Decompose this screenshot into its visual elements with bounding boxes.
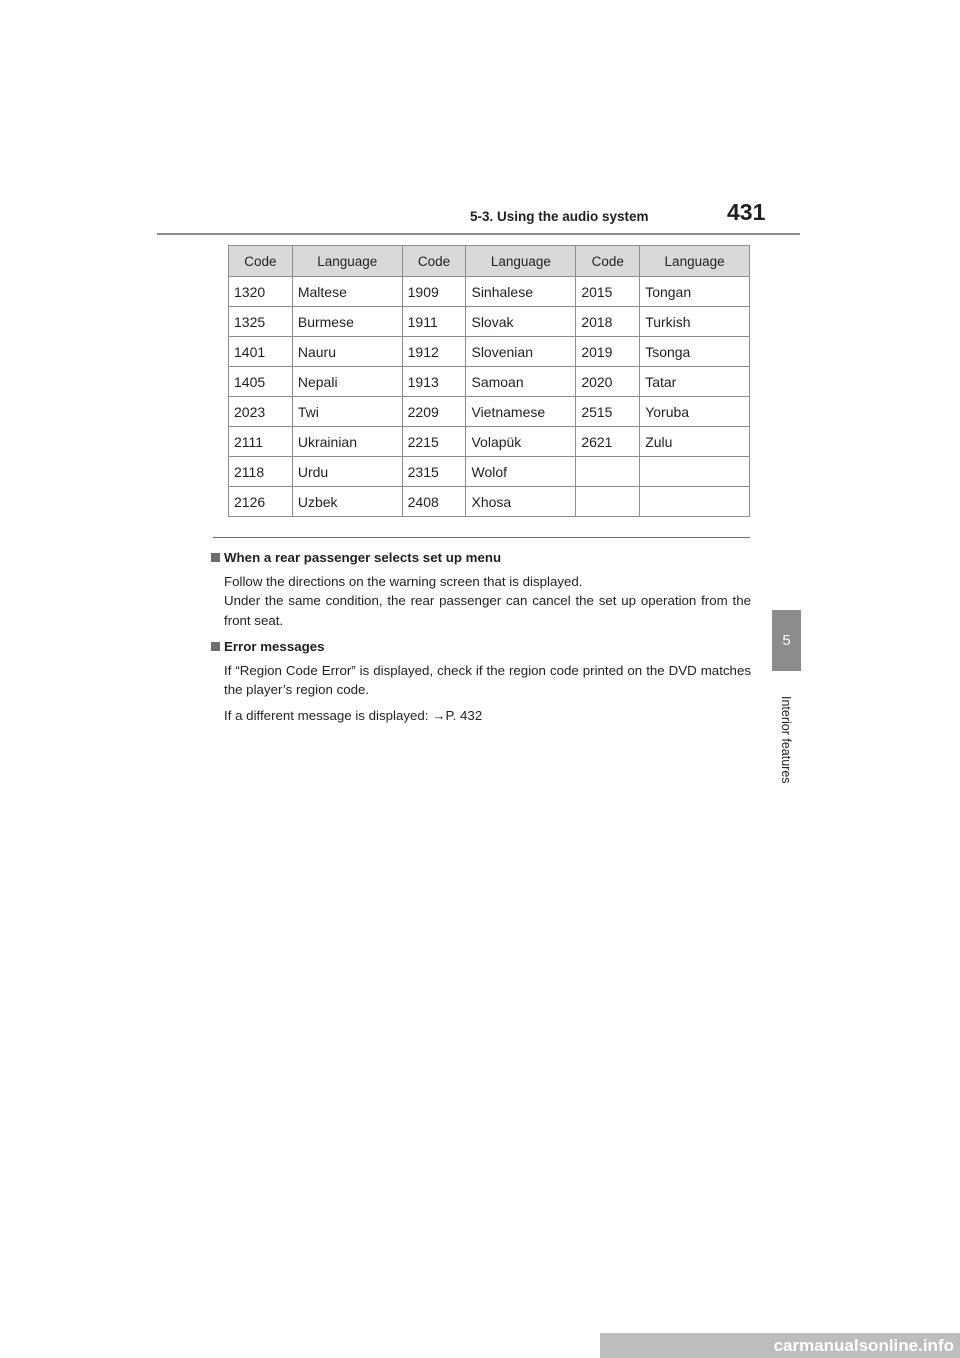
code-cell: 1401	[229, 337, 293, 367]
language-cell: Turkish	[640, 307, 750, 337]
code-cell: 1320	[229, 277, 293, 307]
language-cell: Slovak	[466, 307, 576, 337]
column-header: Language	[292, 246, 402, 277]
watermark: carmanualsonline.info	[600, 1333, 960, 1358]
column-header: Code	[402, 246, 466, 277]
chapter-label-container	[764, 690, 808, 790]
table-row	[229, 457, 750, 487]
language-cell: Xhosa	[466, 487, 576, 517]
language-cell: Samoan	[466, 367, 576, 397]
language-cell: Nepali	[292, 367, 402, 397]
table-row	[229, 487, 750, 517]
notes-section	[211, 548, 751, 725]
language-cell: Vietnamese	[466, 397, 576, 427]
code-cell: 2209	[402, 397, 466, 427]
empty-cell	[640, 487, 750, 517]
code-cell: 1912	[402, 337, 466, 367]
note-heading-rear-passenger	[211, 548, 751, 568]
table-row	[229, 307, 750, 337]
note-heading-text: Error messages	[224, 639, 325, 654]
code-cell: 2408	[402, 487, 466, 517]
column-header: Language	[640, 246, 750, 277]
xref-target-link[interactable]: P. 432	[445, 707, 483, 723]
square-bullet-icon	[211, 553, 220, 562]
xref-prefix: If a different message is displayed:	[224, 707, 433, 723]
chapter-label: Interior features	[779, 696, 793, 784]
column-header: Code	[229, 246, 293, 277]
empty-cell	[576, 487, 640, 517]
language-cell: Volapük	[466, 427, 576, 457]
header-rule	[157, 233, 800, 235]
note-body-rear-passenger	[224, 572, 751, 631]
code-cell: 2015	[576, 277, 640, 307]
language-cell: Urdu	[292, 457, 402, 487]
arrow-right-icon: →	[432, 707, 446, 723]
language-cell: Tsonga	[640, 337, 750, 367]
code-cell: 2118	[229, 457, 293, 487]
code-cell: 2315	[402, 457, 466, 487]
note-heading-error-messages	[211, 637, 751, 657]
table-row	[229, 427, 750, 457]
empty-cell	[640, 457, 750, 487]
table-row	[229, 397, 750, 427]
code-cell: 2621	[576, 427, 640, 457]
code-cell: 2126	[229, 487, 293, 517]
note-line: Under the same condition, the rear passenger can cancel the set up operation from the front seat.	[224, 593, 751, 628]
language-cell: Nauru	[292, 337, 402, 367]
page-number: 431	[727, 199, 766, 225]
chapter-number: 5	[782, 632, 791, 649]
language-cell: Ukrainian	[292, 427, 402, 457]
table-row	[229, 337, 750, 367]
code-cell: 2515	[576, 397, 640, 427]
code-cell: 1913	[402, 367, 466, 397]
language-cell: Wolof	[466, 457, 576, 487]
note-line: If “Region Code Error” is displayed, check if the region code printed on the DVD matches the player’s region code.	[224, 662, 751, 697]
language-cell: Zulu	[640, 427, 750, 457]
note-body-error-messages	[224, 661, 751, 726]
chapter-tab	[772, 610, 801, 671]
language-cell: Yoruba	[640, 397, 750, 427]
code-cell: 2020	[576, 367, 640, 397]
column-header: Language	[466, 246, 576, 277]
language-cell: Sinhalese	[466, 277, 576, 307]
code-cell: 1405	[229, 367, 293, 397]
language-cell: Twi	[292, 397, 402, 427]
section-title: 5-3. Using the audio system	[470, 209, 649, 224]
empty-cell	[576, 457, 640, 487]
language-cell: Burmese	[292, 307, 402, 337]
language-cell: Uzbek	[292, 487, 402, 517]
language-code-table	[228, 245, 750, 517]
page-reference	[224, 706, 751, 726]
code-cell: 2215	[402, 427, 466, 457]
section-divider	[213, 537, 750, 538]
note-heading-text: When a rear passenger selects set up menu	[224, 550, 502, 565]
code-cell: 2111	[229, 427, 293, 457]
language-cell: Tongan	[640, 277, 750, 307]
code-cell: 2023	[229, 397, 293, 427]
language-cell: Maltese	[292, 277, 402, 307]
note-line: Follow the directions on the warning screen that is displayed.	[224, 573, 583, 589]
table-row	[229, 277, 750, 307]
code-cell: 2018	[576, 307, 640, 337]
code-cell: 2019	[576, 337, 640, 367]
table-row	[229, 367, 750, 397]
code-cell: 1909	[402, 277, 466, 307]
table-header-row	[229, 246, 750, 277]
code-cell: 1911	[402, 307, 466, 337]
column-header: Code	[576, 246, 640, 277]
code-cell: 1325	[229, 307, 293, 337]
language-cell: Tatar	[640, 367, 750, 397]
language-cell: Slovenian	[466, 337, 576, 367]
square-bullet-icon	[211, 642, 220, 651]
